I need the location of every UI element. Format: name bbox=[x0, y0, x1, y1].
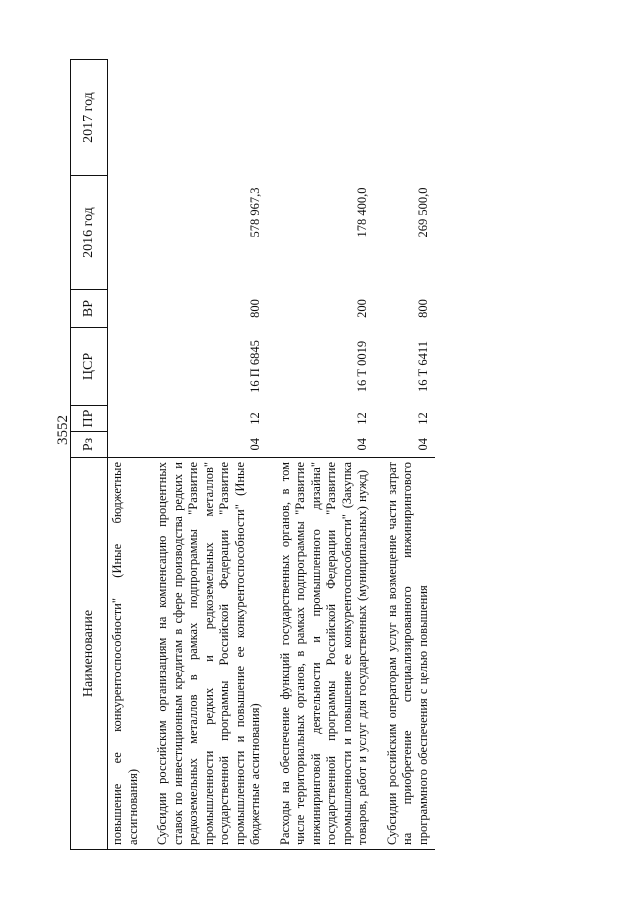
table-row bbox=[276, 60, 375, 850]
row-pr: 12 bbox=[248, 412, 262, 425]
row-2017 bbox=[108, 60, 146, 176]
header-2016: 2016 год bbox=[71, 176, 108, 290]
row-name: Субсидии российским организациям на компенсацию процентных ставок по инвестиционным кредитам в сфере производства редких и редкоземельных металлов в рамках подпрограммы "Развитие промышленности редких и редкоземельных металлов" государственной программы Российской Федерации "Развитие промышленности и повышение ее конкурентоспособности" (Иные бюджетные ассигнования) bbox=[153, 458, 268, 850]
row-csr: 16 Т 6411 bbox=[415, 341, 430, 392]
row-pr: 12 bbox=[355, 412, 369, 425]
row-2017 bbox=[153, 60, 268, 176]
row-pr bbox=[108, 406, 146, 432]
row-csr: 16 П 6845 bbox=[248, 340, 262, 393]
row-2017 bbox=[276, 60, 375, 176]
page-number: 3552 bbox=[55, 415, 71, 445]
row-csr: 16 Т 0019 bbox=[355, 340, 369, 393]
row-rz bbox=[108, 432, 146, 458]
budget-table-rotated bbox=[70, 60, 610, 850]
header-rz: Рз bbox=[71, 432, 108, 458]
row-name: Расходы на обеспечение функций государственных органов, в том числе территориальных органов, в рамках подпрограммы "Развитие инжиниринговой деятельности и промышленного дизайна" государственной программы Российской Федерации "Развитие промышленности и повышение ее конкурентоспособности" (Закупка товаров, работ и услуг для государственных (муниципальных) нужд) bbox=[276, 458, 375, 850]
row-2016: 178 400,0 bbox=[355, 187, 369, 238]
row-vr: 200 bbox=[355, 299, 369, 318]
row-name: повышение ее конкурентоспособности" (Иные бюджетные ассигнования) bbox=[108, 458, 146, 850]
row-vr bbox=[108, 290, 146, 328]
row-vr: 800 bbox=[248, 299, 262, 318]
row-csr bbox=[108, 328, 146, 406]
table-header-row bbox=[71, 60, 108, 850]
header-csr: ЦСР bbox=[71, 328, 108, 406]
row-spacer bbox=[268, 60, 276, 850]
row-2016: 269 500,0 bbox=[415, 187, 430, 238]
header-2017: 2017 год bbox=[71, 60, 108, 176]
table-row bbox=[383, 60, 436, 850]
row-name: Субсидии российским операторам услуг на возмещение части затрат на приобретение специализированного инжинирингового программного обеспечения с целью повышения bbox=[383, 458, 436, 850]
row-spacer bbox=[145, 60, 153, 850]
row-2017 bbox=[383, 60, 436, 176]
row-2016 bbox=[108, 176, 146, 290]
row-spacer bbox=[375, 60, 383, 850]
header-pr: ПР bbox=[71, 406, 108, 432]
header-vr: ВР bbox=[71, 290, 108, 328]
row-pr: 12 bbox=[415, 412, 430, 425]
header-name: Наименование bbox=[71, 458, 108, 850]
row-rz: 04 bbox=[355, 438, 369, 451]
table-row bbox=[108, 60, 146, 850]
row-rz: 04 bbox=[415, 438, 430, 451]
budget-table bbox=[70, 59, 435, 850]
row-rz: 04 bbox=[248, 438, 262, 451]
table-row bbox=[153, 60, 268, 850]
row-2016: 578 967,3 bbox=[248, 187, 262, 238]
row-vr: 800 bbox=[415, 299, 430, 318]
